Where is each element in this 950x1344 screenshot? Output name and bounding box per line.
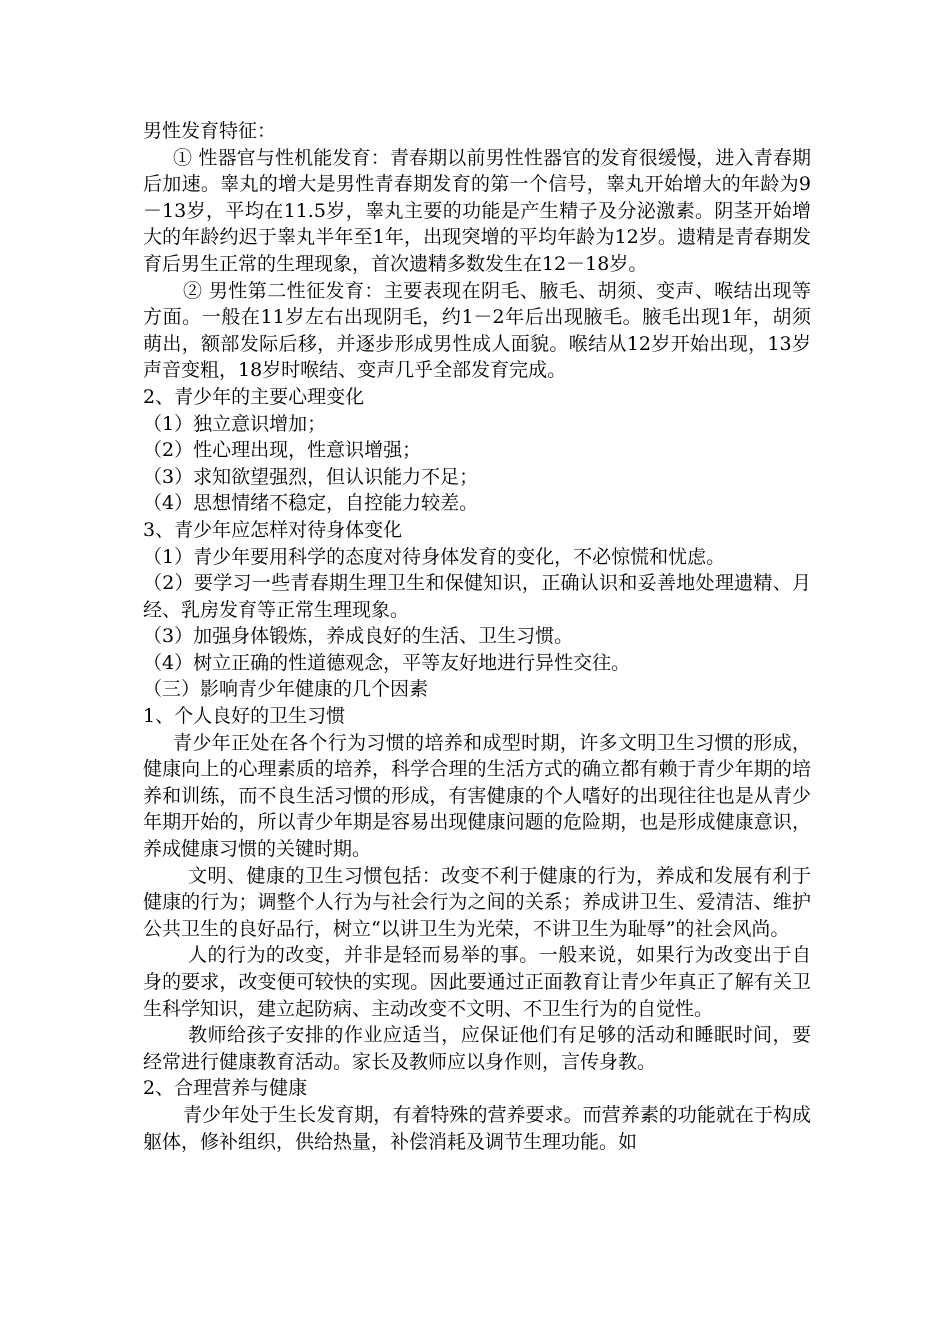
- heading-body-changes: 3、青少年应怎样对待身体变化: [143, 518, 403, 541]
- list-item-psych-1: （1）独立意识增加；: [143, 412, 327, 435]
- list-item-psych-4: （4）思想情绪不稳定，自控能力较差。: [143, 492, 479, 515]
- list-item-psych-2: （2）性心理出现，性意识增强；: [143, 439, 422, 462]
- paragraph-nutrition: 青少年处于生长发育期，有着特殊的营养要求。而营养素的功能就在于构成躯体，修补组织，供给热量，补偿消耗及调节生理功能。如: [143, 1103, 811, 1153]
- list-item-body-1: （1）青少年要用科学的态度对待身体发育的变化，不必惊慌和忧虑。: [143, 545, 726, 568]
- list-item-psych-3: （3）求知欲望强烈，但认识能力不足；: [143, 465, 479, 488]
- heading-nutrition-health: 2、合理营养与健康: [143, 1077, 308, 1100]
- list-item-body-2: （2）要学习一些青春期生理卫生和保健知识，正确认识和妥善地处理遗精、月经、乳房发育等正常生理现象。: [143, 572, 811, 621]
- heading-health-factors: （三）影响青少年健康的几个因素: [143, 678, 429, 701]
- list-item-body-4: （4）树立正确的性道德观念，平等友好地进行异性交往。: [143, 651, 631, 674]
- paragraph-secondary-sex-characteristics: ② 男性第二性征发育：主要表现在阴毛、腋毛、胡须、变声、喉结出现等方面。一般在11岁左右出现阴毛，约1－2年后出现腋毛。腋毛出现1年，胡须萌出，额部发际后移，并逐步形成男性成人面貌。喉结从12岁开始出现，13岁声音变粗，18岁时喉结、变声几乎全部发育完成。: [143, 279, 811, 382]
- paragraph-sex-organ-development: ① 性器官与性机能发育：青春期以前男性性器官的发育很缓慢，进入青春期后加速。睾丸的增大是男性青春期发育的第一个信号，睾丸开始增大的年龄为9－13岁，平均在11.5岁，睾丸主要的功能是产生精子及分泌激素。阴茎开始增大的年龄约迟于睾丸半年至1年，出现突增的平均年龄为12岁。遗精是青春期发育后男生正常的生理现象，首次遗精多数发生在12－18岁。: [143, 146, 811, 275]
- document-page: [143, 118, 811, 1155]
- heading-psychological-changes: 2、青少年的主要心理变化: [143, 385, 365, 408]
- list-item-body-3: （3）加强身体锻炼，养成良好的生活、卫生习惯。: [143, 625, 574, 648]
- paragraph-civilized-habits: 文明、健康的卫生习惯包括：改变不利于健康的行为，养成和发展有利于健康的行为；调整个人行为与社会行为之间的关系；养成讲卫生、爱清洁、维护公共卫生的良好品行，树立“以讲卫生为光荣，不讲卫生为耻辱”的社会风尚。: [143, 864, 811, 940]
- paragraph-behavior-change: 人的行为的改变，并非是轻而易举的事。一般来说，如果行为改变出于自身的要求，改变便可较快的实现。因此要通过正面教育让青少年真正了解有关卫生科学知识，建立起防病、主动改变不文明、不卫生行为的自觉性。: [143, 944, 811, 1020]
- paragraph-homework-advice: 教师给孩子安排的作业应适当，应保证他们有足够的活动和睡眠时间，要经常进行健康教育活动。家长及教师应以身作则，言传身教。: [143, 1024, 811, 1073]
- heading-hygiene-habits: 1、个人良好的卫生习惯: [143, 705, 346, 728]
- paragraph-habit-formation: 青少年正处在各个行为习惯的培养和成型时期，许多文明卫生习惯的形成，健康向上的心理素质的培养，科学合理的生活方式的确立都有赖于青少年期的培养和训练，而不良生活习惯的形成，有害健康的个人嗜好的出现往往也是从青少年期开始的，所以青少年期是容易出现健康问题的危险期，也是形成健康意识，养成健康习惯的关键时期。: [143, 731, 811, 861]
- heading-male-development: 男性发育特征：: [143, 120, 277, 142]
